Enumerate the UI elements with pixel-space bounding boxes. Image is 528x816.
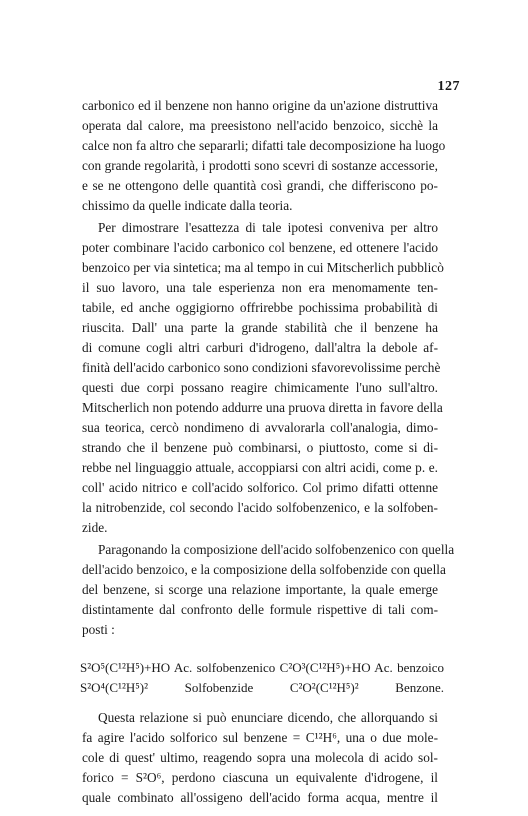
text-line: carbonico ed il benzene non hanno origine da un'azione distruttiva — [82, 98, 438, 113]
text-line: coll' acido nitrico e coll'acido solforico. Col primo difatti ottenne — [82, 480, 438, 495]
text-line: chissimo da quelle indicate dalla teoria. — [82, 198, 293, 213]
page-number: 127 — [437, 79, 460, 94]
text-line: Paragonando la composizione dell'acido solfobenzenico con quella — [98, 542, 455, 557]
text-line: e se ne ottengono delle quantità così grandi, che differiscono po- — [82, 178, 438, 193]
text-line: questi due corpi possano reagire chimicamente l'uno sull'altro. — [82, 380, 438, 395]
text-line: tabile, ed anche oggigiorno offrirebbe pochissima probabilità di — [82, 300, 438, 315]
text-line: operata dal calore, ma preesistono nell'acido benzoico, sicchè la — [82, 118, 438, 133]
text-line: la nitrobenzide, col secondo l'acido solfobenzenico, e la solfoben- — [82, 500, 438, 515]
text-line: calce non fa altro che separarli; difatti tale decomposizione ha luogo — [82, 138, 446, 153]
text-line: quale combinato all'ossigeno dell'acido forma acqua, mentre il — [82, 790, 438, 805]
text-line: posti : — [82, 622, 115, 637]
text-line: con grande regolarità, i prodotti sono scevri di sostanze accessorie, — [82, 158, 438, 173]
formula-line: S²O⁴(C¹²H⁵)² Solfobenzide C²O²(C¹²H⁵)² Benzone. — [80, 680, 444, 695]
text-line: distintamente dal confronto delle formule rispettive di tali com- — [82, 602, 438, 617]
text-line: Mitscherlich non potendo addurre una pruova diretta in favore della — [82, 400, 443, 415]
text-line: di comune cogli altri carburi d'idrogeno, dall'altra la debole af- — [82, 340, 438, 355]
text-line: forico = S²O⁶, perdono ciascuna un equivalente d'idrogene, il — [82, 770, 438, 785]
text-line: cole di quest' ultimo, reagendo sopra una molecola di acido sol- — [82, 750, 438, 765]
text-line: il suo lavoro, una tale esperienza non era menomamente ten- — [82, 280, 438, 295]
formula-line: S²O⁵(C¹²H⁵)+HO Ac. solfobenzenico C²O³(C¹²H⁵)+HO Ac. benzoico — [80, 660, 444, 675]
text-line: del benzene, si scorge una relazione importante, la quale emerge — [82, 582, 438, 597]
text-line: poter combinare l'acido carbonico col benzene, ed ottenere l'acido — [82, 240, 438, 255]
text-line: Per dimostrare l'esattezza di tale ipotesi conveniva per altro — [98, 220, 438, 235]
text-line: benzoico per via sintetica; ma al tempo in cui Mitscherlich pubblicò — [82, 260, 444, 275]
text-line: rebbe nel linguaggio attuale, accoppiarsi con altri acidi, come p. e. — [82, 460, 438, 475]
text-line: fa agire l'acido solforico sul benzene = C¹²H⁶, una o due mole- — [82, 730, 438, 745]
text-line: Questa relazione si può enunciare dicendo, che allorquando si — [98, 710, 438, 725]
text-line: finità dell'acido carbonico sono condizioni sfavorevolissime perchè — [82, 360, 441, 375]
text-line: strando che il benzene può combinarsi, o piuttosto, come si di- — [82, 440, 438, 455]
text-line: riuscita. Dall' una parte la grande stabilità che il benzene ha — [82, 320, 438, 335]
text-line: sua teorica, cercò nondimeno di avvalorarla coll'analogia, dimo- — [82, 420, 438, 435]
text-line: zide. — [82, 520, 108, 535]
text-line: dell'acido benzoico, e la composizione della solfobenzide con quella — [82, 562, 446, 577]
